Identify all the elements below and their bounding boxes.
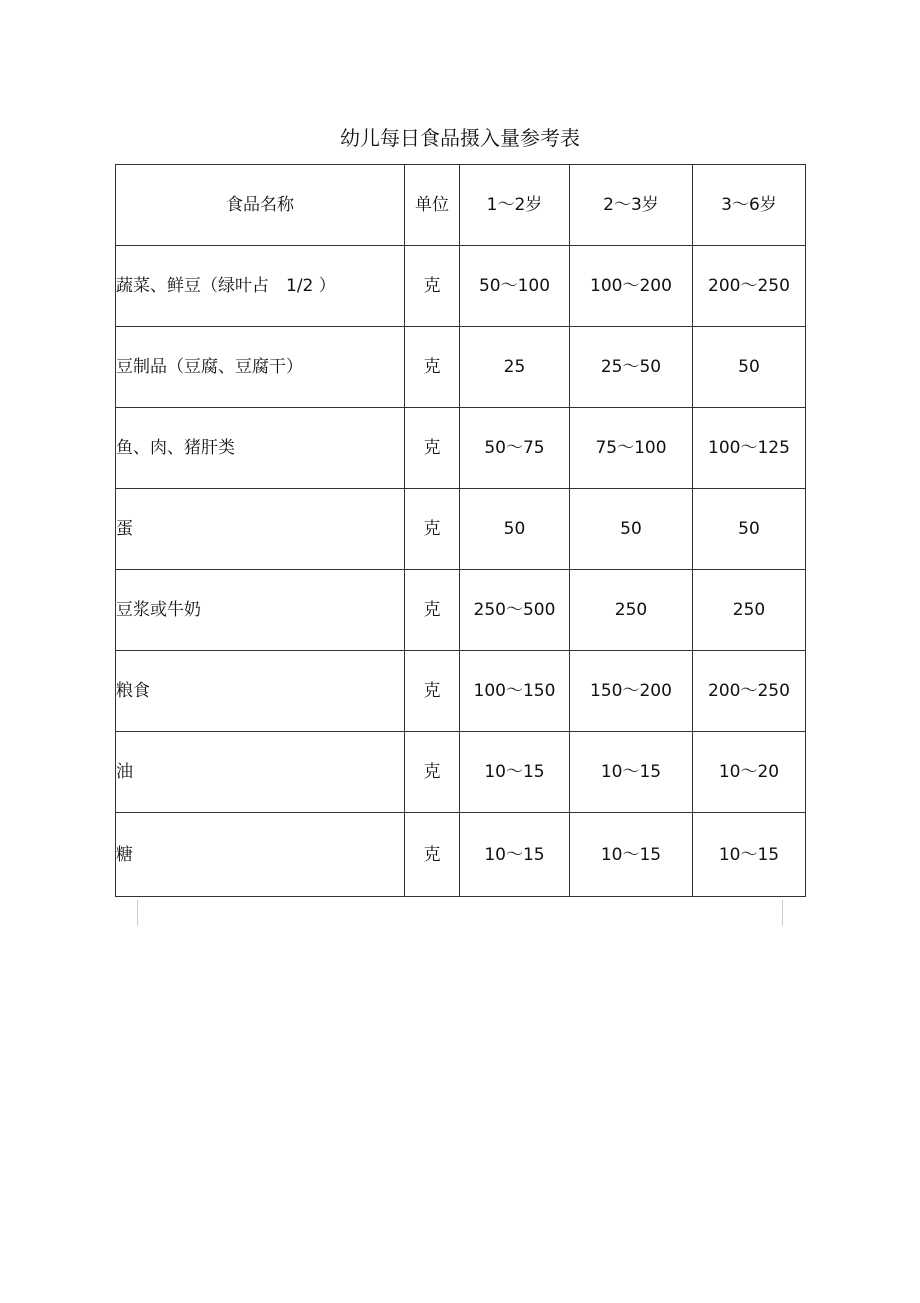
header-age-1-2: 1～2岁 xyxy=(460,165,570,246)
right-margin-tick xyxy=(782,900,783,926)
age-2-3-cell: 250 xyxy=(570,570,693,651)
age-2-3-cell: 10～15 xyxy=(570,732,693,813)
food-name-cell: 豆制品（豆腐、豆腐干） xyxy=(116,327,405,408)
table-row xyxy=(116,489,806,570)
age-1-2-cell: 10～15 xyxy=(460,813,570,897)
table-header-row xyxy=(116,165,806,246)
unit-cell: 克 xyxy=(405,651,460,732)
food-name-cell: 蔬菜、鲜豆（绿叶占 1/2 ） xyxy=(116,246,405,327)
page-title: 幼儿每日食品摄入量参考表 xyxy=(340,126,580,150)
left-margin-tick xyxy=(137,900,138,926)
table-row xyxy=(116,651,806,732)
age-3-6-cell: 200～250 xyxy=(693,246,806,327)
age-3-6-cell: 50 xyxy=(693,327,806,408)
food-name-cell: 鱼、肉、猪肝类 xyxy=(116,408,405,489)
intake-table xyxy=(115,164,806,897)
age-2-3-cell: 50 xyxy=(570,489,693,570)
age-1-2-cell: 100～150 xyxy=(460,651,570,732)
age-2-3-cell: 75～100 xyxy=(570,408,693,489)
food-name-cell: 蛋 xyxy=(116,489,405,570)
table-row xyxy=(116,732,806,813)
age-2-3-cell: 100～200 xyxy=(570,246,693,327)
header-age-2-3: 2～3岁 xyxy=(570,165,693,246)
table-row xyxy=(116,813,806,897)
age-2-3-cell: 10～15 xyxy=(570,813,693,897)
age-2-3-cell: 25～50 xyxy=(570,327,693,408)
unit-cell: 克 xyxy=(405,570,460,651)
age-1-2-cell: 10～15 xyxy=(460,732,570,813)
unit-cell: 克 xyxy=(405,489,460,570)
age-1-2-cell: 250～500 xyxy=(460,570,570,651)
unit-cell: 克 xyxy=(405,246,460,327)
unit-cell: 克 xyxy=(405,813,460,897)
age-3-6-cell: 50 xyxy=(693,489,806,570)
food-name-cell: 豆浆或牛奶 xyxy=(116,570,405,651)
age-3-6-cell: 250 xyxy=(693,570,806,651)
unit-cell: 克 xyxy=(405,732,460,813)
age-3-6-cell: 100～125 xyxy=(693,408,806,489)
header-unit: 单位 xyxy=(405,165,460,246)
age-3-6-cell: 10～15 xyxy=(693,813,806,897)
food-name-cell: 糖 xyxy=(116,813,405,897)
age-3-6-cell: 10～20 xyxy=(693,732,806,813)
header-age-3-6: 3～6岁 xyxy=(693,165,806,246)
age-1-2-cell: 50～75 xyxy=(460,408,570,489)
age-1-2-cell: 25 xyxy=(460,327,570,408)
age-1-2-cell: 50～100 xyxy=(460,246,570,327)
table-row xyxy=(116,327,806,408)
age-1-2-cell: 50 xyxy=(460,489,570,570)
header-food-name: 食品名称 xyxy=(116,165,405,246)
unit-cell: 克 xyxy=(405,408,460,489)
age-2-3-cell: 150～200 xyxy=(570,651,693,732)
unit-cell: 克 xyxy=(405,327,460,408)
food-name-cell: 粮食 xyxy=(116,651,405,732)
table-row xyxy=(116,246,806,327)
table-row xyxy=(116,570,806,651)
age-3-6-cell: 200～250 xyxy=(693,651,806,732)
food-name-cell: 油 xyxy=(116,732,405,813)
table-row xyxy=(116,408,806,489)
